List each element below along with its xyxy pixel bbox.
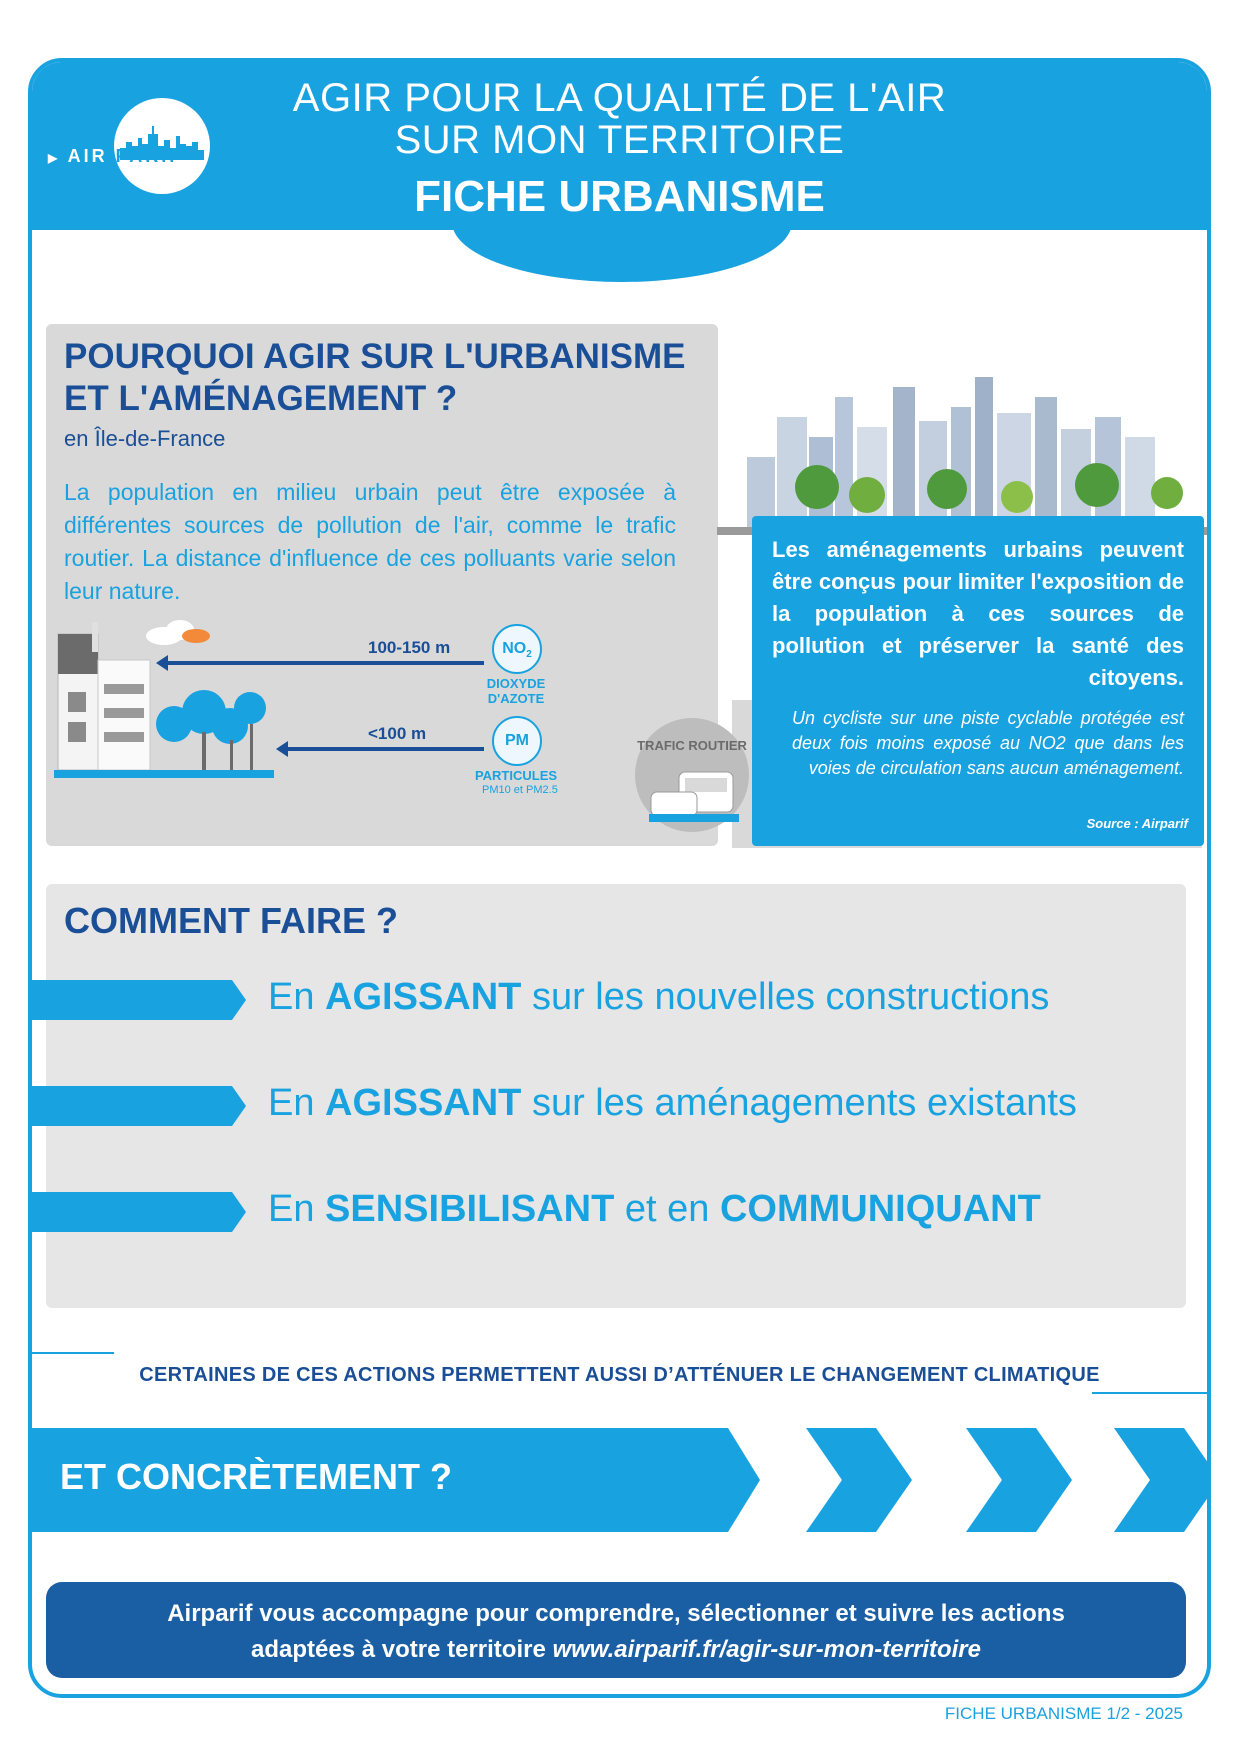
logo-parif: PARIF (115, 146, 184, 166)
how-bar-1 (32, 980, 246, 1020)
how-bar-2 (32, 1086, 246, 1126)
page-reference: FICHE URBANISME 1/2 - 2025 (944, 1704, 1183, 1723)
footer-box (46, 1582, 1186, 1678)
how-item-1 (268, 976, 1049, 1019)
chevron-right-icon (806, 1428, 912, 1532)
how-item-1-pre: En (268, 976, 326, 1018)
why-title: POURQUOI AGIR SUR L'URBANISME ET L'AMÉNAGEMENT ? (64, 337, 686, 418)
footer-url-link[interactable]: www.airparif.fr/agir-sur-mon-territoire (552, 1636, 981, 1663)
how-item-3-bold-2: COMMUNIQUANT (719, 1188, 1041, 1230)
city-illustration (717, 377, 1211, 539)
pm-arrow-head (276, 741, 288, 757)
how-item-2-bold: AGISSANT (325, 1082, 522, 1124)
info-card (752, 516, 1204, 846)
traffic-label: TRAFIC ROUTIER (637, 738, 747, 753)
bus-car-icon (649, 770, 739, 822)
distance-no2-label: 100-150 m (368, 638, 451, 657)
document-frame (28, 58, 1211, 1698)
no2-name: DIOXYDE D'AZOTE (486, 676, 546, 706)
concret-title: ET CONCRÈTEMENT ? (60, 1456, 452, 1497)
no2-arrow-head (156, 655, 168, 671)
title-line-1: AGIR POUR LA QUALITÉ DE L'AIR (292, 76, 947, 120)
footer-line-2 (46, 1632, 1186, 1668)
how-item-3-bold-1: SENSIBILISANT (325, 1188, 615, 1230)
no2-symbol: NO (502, 640, 527, 657)
how-section (46, 884, 1186, 1308)
how-item-1-post: sur les nouvelles constructions (521, 976, 1050, 1018)
why-subtitle: en Île-de-France (64, 426, 226, 451)
traffic-badge (635, 718, 749, 832)
climate-rule-left (32, 1352, 114, 1354)
how-item-3-mid: et en (614, 1188, 720, 1230)
pm-detail: PM10 et PM2.5 (482, 784, 558, 796)
pm-name: PARTICULES (474, 768, 558, 783)
pm-badge: PM (492, 716, 542, 766)
how-item-2 (268, 1082, 1077, 1125)
climate-statement: CERTAINES DE CES ACTIONS PERMETTENT AUSSI D’ATTÉNUER LE CHANGEMENT CLIMATIQUE (139, 1364, 1100, 1386)
how-item-2-pre: En (268, 1082, 326, 1124)
info-card-source: Source : Airparif (1086, 816, 1188, 831)
chevron-right-icon (966, 1428, 1072, 1532)
logo-air: AIR (67, 146, 108, 166)
no2-badge (492, 624, 542, 674)
no2-arrow-line (166, 661, 484, 665)
footer-text (46, 1596, 1186, 1668)
how-item-1-bold: AGISSANT (325, 976, 522, 1018)
title-fiche-urbanisme: FICHE URBANISME (414, 172, 825, 221)
why-text: La population en milieu urbain peut être exposée à différentes sources de pollution de l'air, comme le trafic routier. La distance d'influence de ces polluants varie selon leur nature. (64, 479, 676, 604)
how-item-2-post: sur les aménagements existants (521, 1082, 1077, 1124)
title-line-2: SUR MON TERRITOIRE (394, 118, 845, 162)
climate-rule-right (1092, 1392, 1211, 1394)
info-card-cyclist-text: Un cycliste sur une piste cyclable protégée est deux fois moins exposé au NO2 que dans les voies de circulation sans aucun aménagement. (792, 708, 1184, 778)
chevron-right-icon (1114, 1428, 1211, 1532)
how-item-3 (268, 1188, 1041, 1231)
info-card-main-text: Les aménagements urbains peuvent être conçus pour limiter l'exposition de la population à ces sources de pollution et préserver la santé des citoyens. (772, 537, 1184, 690)
no2-subscript: 2 (526, 649, 532, 661)
why-section (46, 324, 718, 846)
how-bar-3 (32, 1192, 246, 1232)
pm-arrow-line (286, 747, 484, 751)
cloud-icon (144, 618, 214, 648)
how-title: COMMENT FAIRE ? (64, 900, 398, 941)
logo-wordmark: ▶ AIR PARIF (48, 146, 184, 166)
footer-line-2-pre: adaptées à votre territoire (251, 1636, 553, 1663)
how-item-3-pre: En (268, 1188, 326, 1230)
distance-pm-label: <100 m (368, 724, 427, 743)
footer-line-1: Airparif vous accompagne pour comprendre, sélectionner et suivre les actions (167, 1600, 1065, 1627)
